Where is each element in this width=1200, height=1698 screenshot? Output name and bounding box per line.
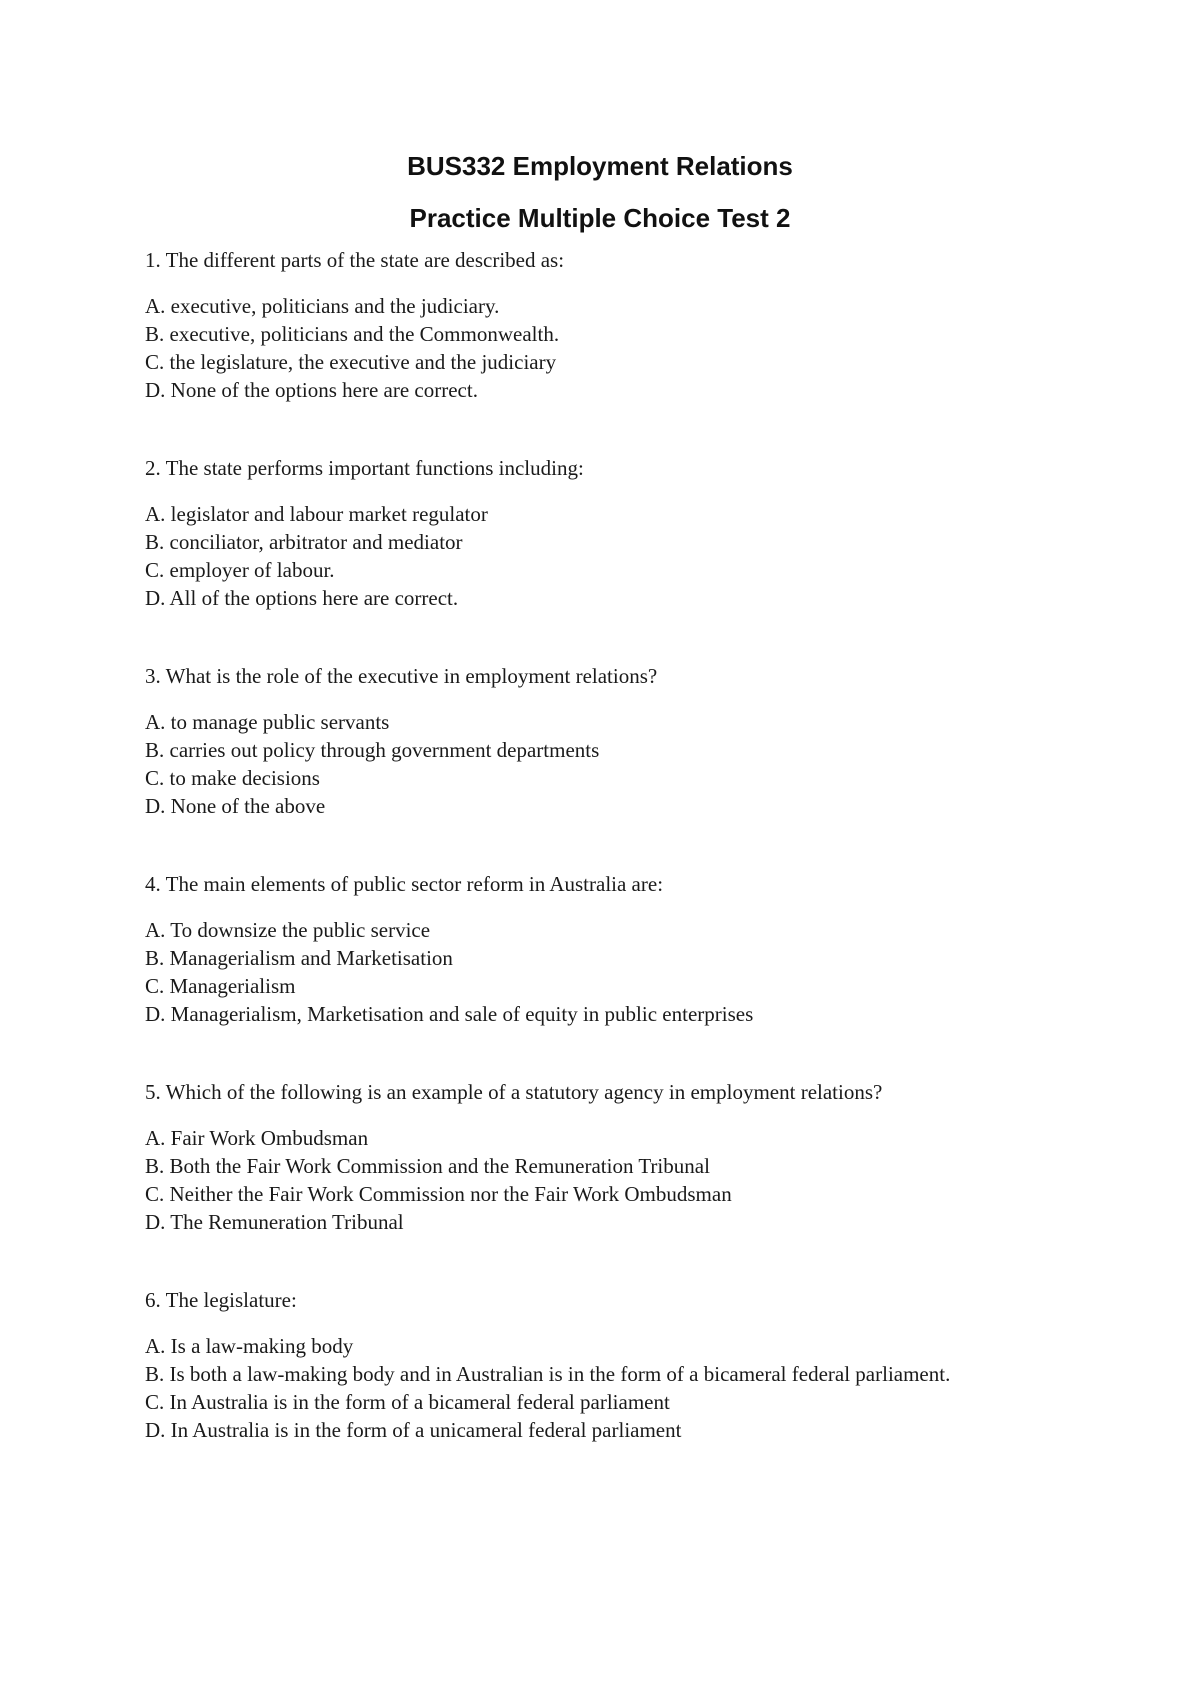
option-d: D. In Australia is in the form of a unicameral federal parliament	[145, 1418, 682, 1442]
option-a: A. to manage public servants	[145, 710, 390, 734]
document-title: BUS332 Employment Relations	[407, 151, 793, 181]
question-text: 2. The state performs important functions including:	[145, 456, 584, 480]
option-list	[145, 1124, 1025, 1236]
option-a: A. executive, politicians and the judiciary.	[145, 294, 500, 318]
option-list	[145, 916, 1025, 1028]
question-6	[145, 1286, 1025, 1444]
option-c: C. In Australia is in the form of a bicameral federal parliament	[145, 1390, 670, 1414]
option-b: B. Managerialism and Marketisation	[145, 946, 453, 970]
question-3	[145, 662, 1025, 820]
option-b: B. conciliator, arbitrator and mediator	[145, 530, 463, 554]
option-c: C. to make decisions	[145, 766, 320, 790]
option-d: D. None of the above	[145, 794, 326, 818]
document-subtitle: Practice Multiple Choice Test 2	[409, 203, 791, 233]
option-c: C. Managerialism	[145, 974, 296, 998]
option-a: A. Fair Work Ombudsman	[145, 1126, 369, 1150]
option-d: D. Managerialism, Marketisation and sale of equity in public enterprises	[145, 1002, 754, 1026]
option-c: C. employer of labour.	[145, 558, 335, 582]
question-1	[145, 246, 1025, 404]
option-a: A. To downsize the public service	[145, 918, 431, 942]
option-d: D. All of the options here are correct.	[145, 586, 459, 610]
question-text: 1. The different parts of the state are described as:	[145, 248, 565, 272]
option-b: B. Both the Fair Work Commission and the Remuneration Tribunal	[145, 1154, 710, 1178]
option-d: D. None of the options here are correct.	[145, 378, 478, 402]
option-b: B. carries out policy through government departments	[145, 738, 600, 762]
option-b: B. executive, politicians and the Commonwealth.	[145, 322, 560, 346]
option-c: C. Neither the Fair Work Commission nor the Fair Work Ombudsman	[145, 1182, 732, 1206]
question-4	[145, 870, 1025, 1028]
question-text: 5. Which of the following is an example of a statutory agency in employment relations?	[145, 1080, 883, 1104]
option-d: D. The Remuneration Tribunal	[145, 1210, 404, 1234]
option-list	[145, 292, 1025, 404]
question-text: 3. What is the role of the executive in employment relations?	[145, 664, 658, 688]
option-a: A. Is a law-making body	[145, 1334, 354, 1358]
option-list	[145, 500, 1025, 612]
question-list	[145, 246, 1025, 1494]
option-c: C. the legislature, the executive and the judiciary	[145, 350, 557, 374]
option-a: A. legislator and labour market regulator	[145, 502, 488, 526]
question-5	[145, 1078, 1025, 1236]
option-list	[145, 1332, 1025, 1444]
document-header	[0, 140, 1200, 244]
question-text: 4. The main elements of public sector reform in Australia are:	[145, 872, 664, 896]
question-2	[145, 454, 1025, 612]
option-list	[145, 708, 1025, 820]
question-text: 6. The legislature:	[145, 1288, 297, 1312]
option-b: B. Is both a law-making body and in Australian is in the form of a bicameral federal parliament.	[145, 1362, 951, 1386]
